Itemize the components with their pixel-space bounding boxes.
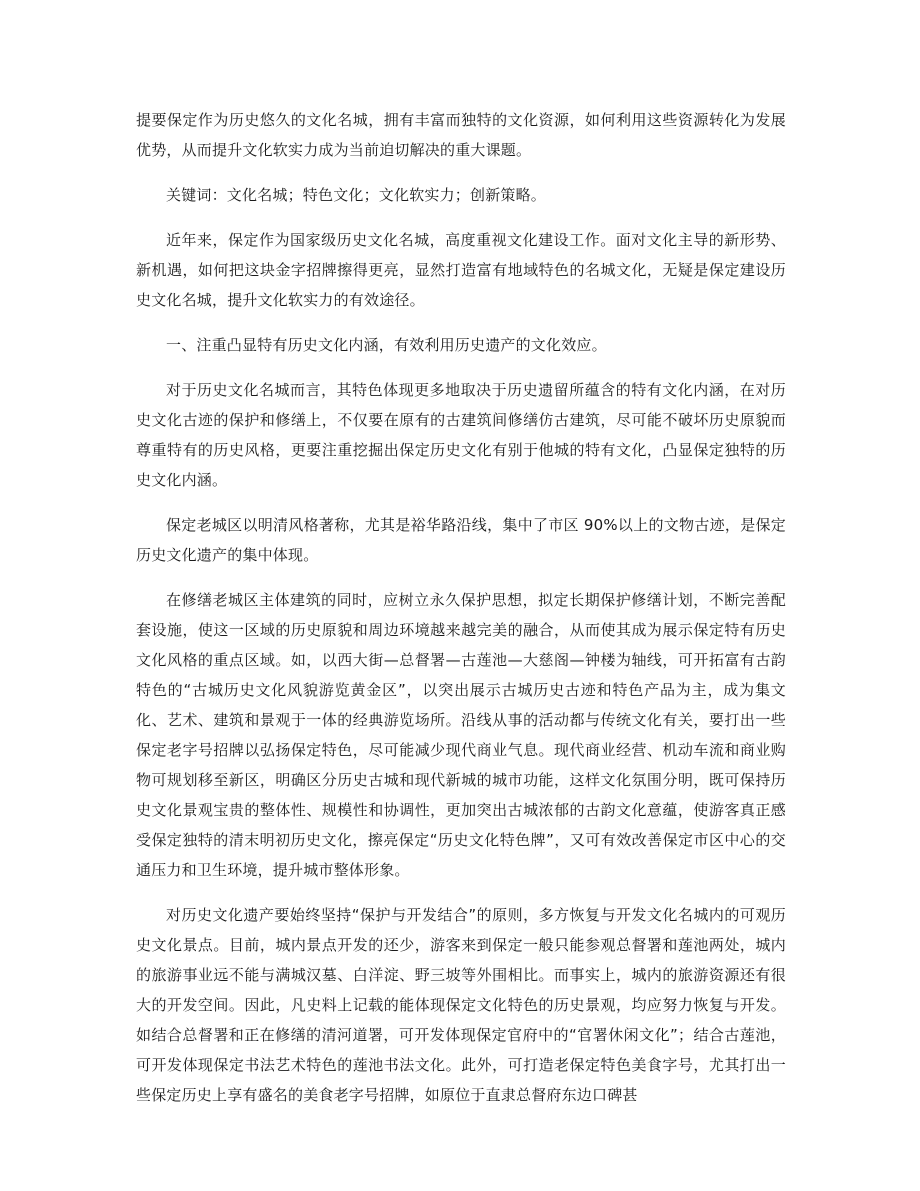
body-paragraph: 对历史文化遗产要始终坚持“保护与开发结合”的原则，多方恢复与开发文化名城内的可观历史文化景点。目前，城内景点开发的还少，游客来到保定一般只能参观总督署和莲池两处，城内的旅游事业远不能与满城汉墓、白洋淀、野三坡等外围相比。而事实上，城内的旅游资源还有很大的开发空间。因此，凡史料上记载的能体现保定文化特色的历史景观，均应努力恢复与开发。如结合总督署和正在修缮的清河道署，可开发体现保定官府中的“官署休闲文化”；结合古莲池，可开发体现保定书法艺术特色的莲池书法文化。此外，可打造老保定特色美食字号，尤其打出一些保定历史上享有盛名的美食老字号招牌，如原位于直隶总督府东边口碑甚 — [136, 906, 786, 1104]
body-paragraph: 在修缮老城区主体建筑的同时，应树立永久保护思想，拟定长期保护修缮计划，不断完善配套设施，使这一区域的历史原貌和周边环境越来越完美的融合，从而使其成为展示保定特有历史文化风格的重点区域。如，以西大街—总督署—古莲池—大慈阁—钟楼为轴线，可开拓富有古韵特色的“古城历史文化风貌游览黄金区”，以突出展示古城历史古迹和特色产品为主，成为集文化、艺术、建筑和景观于一体的经典游览场所。沿线从事的活动都与传统文化有关，要打出一些保定老字号招牌以弘扬保定特色，尽可能减少现代商业气息。现代商业经营、机动车流和商业购物可规划移至新区，明确区分历史古城和现代新城的城市功能，这样文化氛围分明，既可保持历史文化景观宝贵的整体性、规模性和协调性，更加突出古城浓郁的古韵文化意蕴，使游客真正感受保定独特的清末明初历史文化，擦亮保定“历史文化特色牌”，又可有效改善保定市区中心的交通压力和卫生环境，提升城市整体形象。 — [136, 591, 786, 879]
abstract-paragraph: 提要保定作为历史悠久的文化名城，拥有丰富而独特的文化资源，如何利用这些资源转化为发展优势，从而提升文化软实力成为当前迫切解决的重大课题。 — [136, 111, 786, 159]
section-heading: 一、注重凸显特有历史文化内涵，有效利用历史遗产的文化效应。 — [166, 336, 607, 354]
keywords-paragraph: 关键词：文化名城；特色文化；文化软实力；创新策略。 — [166, 186, 547, 204]
body-paragraph: 保定老城区以明清风格著称，尤其是裕华路沿线，集中了市区 90%以上的文物古迹，是保定历史文化遗产的集中体现。 — [136, 516, 786, 564]
intro-paragraph: 近年来，保定作为国家级历史文化名城，高度重视文化建设工作。面对文化主导的新形势、新机遇，如何把这块金字招牌擦得更亮，显然打造富有地域特色的名城文化，无疑是保定建设历史文化名城，提升文化软实力的有效途径。 — [136, 231, 786, 309]
document-body — [136, 105, 786, 1125]
body-paragraph: 对于历史文化名城而言，其特色体现更多地取决于历史遗留所蕴含的特有文化内涵，在对历史文化古迹的保护和修缮上，不仅要在原有的古建筑间修缮仿古建筑，尽可能不破坏历史原貌而尊重特有的历史风格，更要注重挖掘出保定历史文化有别于他城的特有文化，凸显保定独特的历史文化内涵。 — [136, 381, 786, 489]
